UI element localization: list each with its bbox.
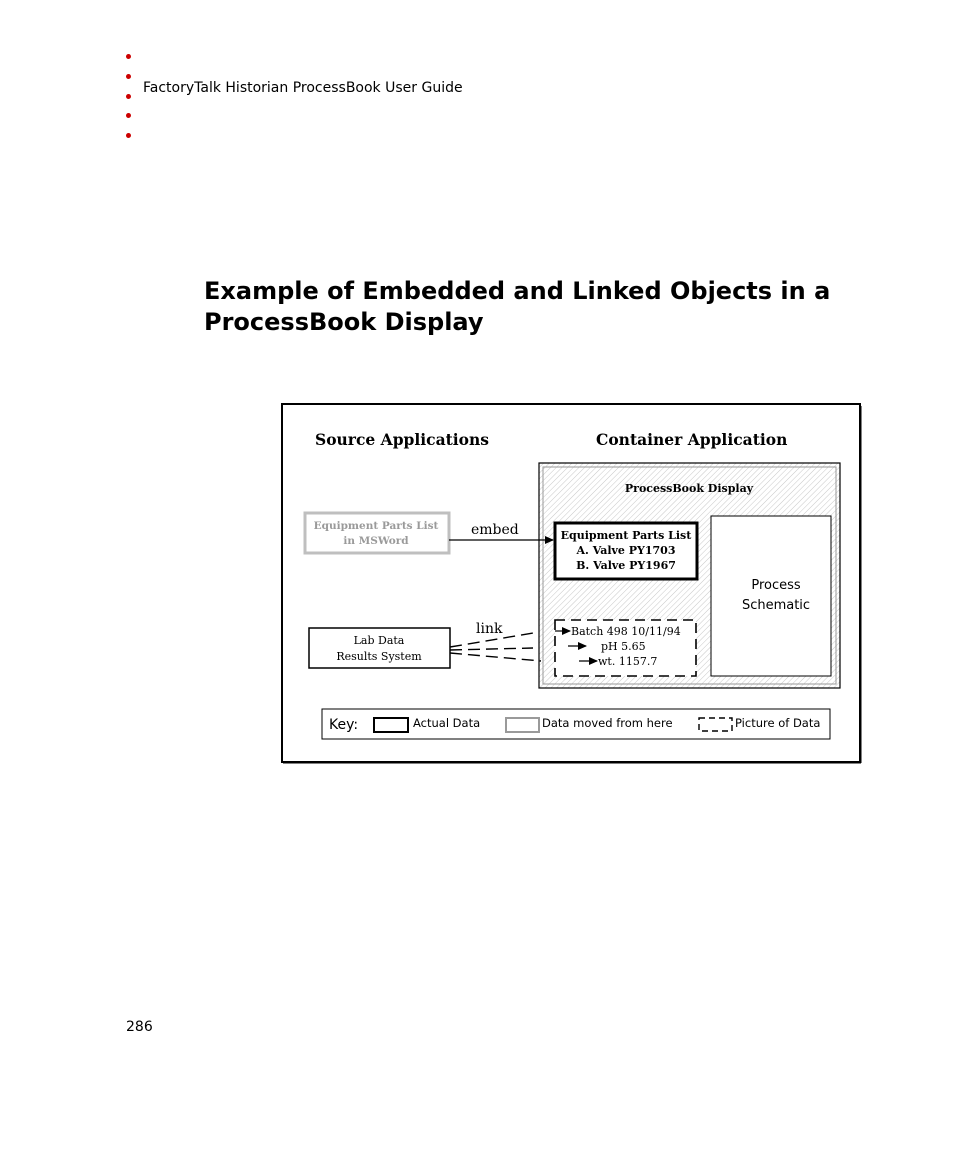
key-moved-swatch xyxy=(506,718,539,732)
lab-box-line-1: Lab Data xyxy=(353,634,405,647)
key-actual-label: Actual Data xyxy=(413,716,481,730)
process-schematic-box xyxy=(711,516,831,676)
linked-value-3: wt. 1157.7 xyxy=(598,655,658,668)
processbook-label: ProcessBook Display xyxy=(624,482,754,495)
msword-box-line-2: in MSWord xyxy=(343,535,409,547)
schematic-line-2: Schematic xyxy=(741,598,811,613)
key-picture-swatch xyxy=(699,718,732,731)
key-moved-label: Data moved from here xyxy=(542,716,673,730)
embed-label: embed xyxy=(471,522,519,538)
bullet-icon xyxy=(126,94,131,99)
diagram-canvas xyxy=(281,403,862,765)
key-label: Key: xyxy=(329,717,359,733)
embedded-box-line-3: B. Valve PY1967 xyxy=(576,559,676,572)
bullet-icon xyxy=(126,113,131,118)
page-number: 286 xyxy=(126,1019,153,1035)
source-heading: Source Applications xyxy=(315,430,490,449)
bullet-icon xyxy=(126,133,131,138)
bullet-icon xyxy=(126,74,131,79)
link-label: link xyxy=(476,621,503,637)
msword-box-line-1: Equipment Parts List xyxy=(313,520,439,532)
lab-box-line-2: Results System xyxy=(336,650,422,663)
msword-source-box xyxy=(305,513,449,553)
section-title: Example of Embedded and Linked Objects in a ProcessBook Display xyxy=(204,277,831,336)
container-heading: Container Application xyxy=(596,430,788,449)
corner-mark xyxy=(859,751,861,757)
schematic-line-1: Process xyxy=(751,578,801,593)
key-picture-label: Picture of Data xyxy=(735,716,821,730)
running-header: FactoryTalk Historian ProcessBook User Guide xyxy=(143,80,463,96)
ole-diagram xyxy=(281,403,862,765)
linked-value-2: pH 5.65 xyxy=(601,640,646,653)
key-actual-swatch xyxy=(374,718,408,732)
bullet-icon xyxy=(126,54,131,59)
linked-value-1: Batch 498 10/11/94 xyxy=(571,625,681,638)
embedded-box-line-1: Equipment Parts List xyxy=(560,529,692,542)
embedded-box-line-2: A. Valve PY1703 xyxy=(576,544,676,557)
